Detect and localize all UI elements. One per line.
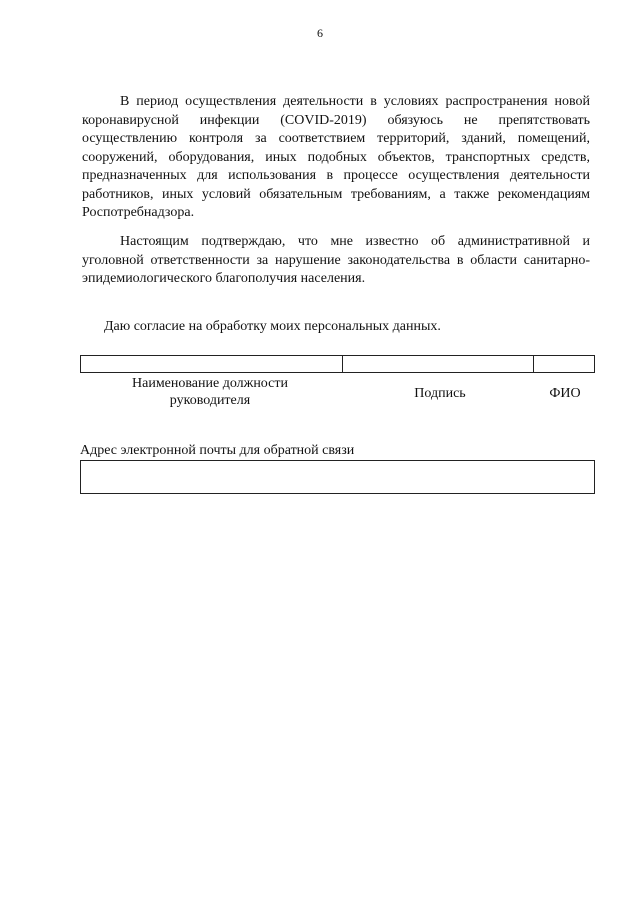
fio-field[interactable]: [534, 356, 594, 372]
signature-label: Подпись: [414, 386, 466, 401]
position-label: Наименование должности руководителя: [132, 376, 288, 408]
consent-text: Даю согласие на обработку моих персональных данных.: [104, 319, 441, 334]
paragraph-confirmation: Настоящим подтверждаю, что мне известно об административной и уголовной ответственности за нарушение законодательства в области санитарно-эпидемиологического благополучия населения.: [82, 234, 590, 286]
email-input[interactable]: [80, 460, 595, 494]
signature-field[interactable]: [343, 356, 534, 372]
fio-label: ФИО: [549, 386, 581, 401]
paragraph-obligation: В период осуществления деятельности в условиях распространения новой коронавирусной инфекции (COVID-2019) обязуюсь не препятствовать осуществлению контроля за соответствием территорий, зданий, помещений, сооружений, оборудования, иных подобных объектов, транспортных средств, предназначенных для использования в процессе осуществления деятельности работников, иных условий обязательным требованиям, а также рекомендациям Роспотребнадзора.: [82, 94, 590, 220]
email-label: Адрес электронной почты для обратной связи: [80, 443, 355, 458]
signature-table: [80, 355, 595, 373]
position-field[interactable]: [81, 356, 343, 372]
page-number: 6: [317, 26, 323, 40]
